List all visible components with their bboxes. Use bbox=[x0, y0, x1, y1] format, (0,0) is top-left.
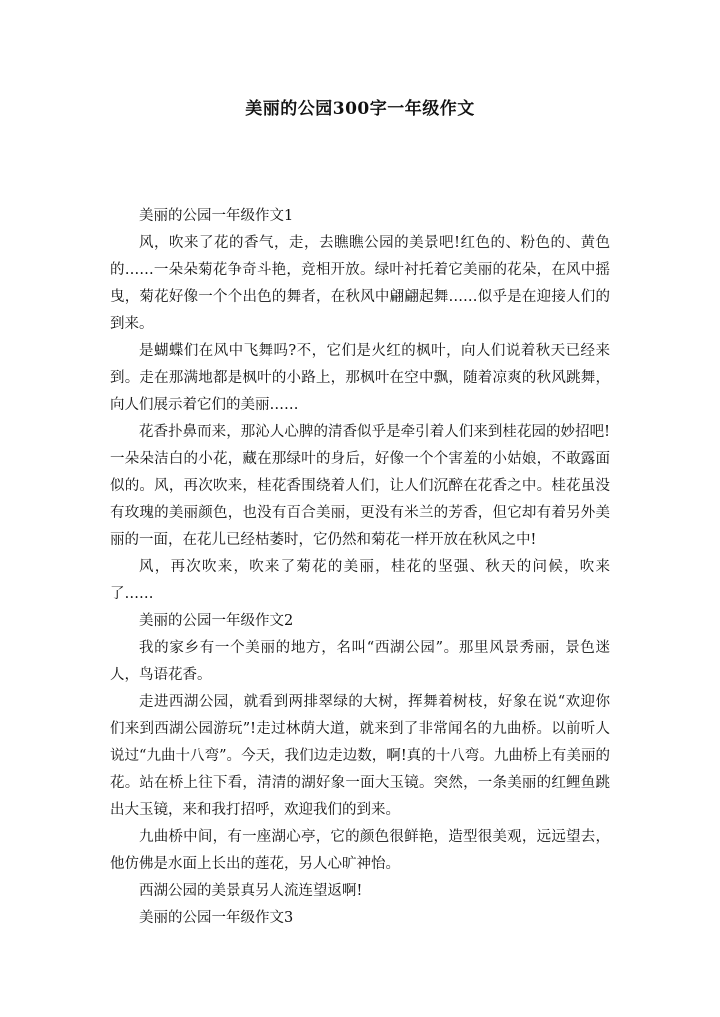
section-heading: 美丽的公园一年级作文2 bbox=[139, 613, 294, 629]
paragraph: 风，吹来了花的香气，走，去瞧瞧公园的美景吧!红色的、粉色的、黄色的……一朵朵菊花争奇斗艳，竞相开放。绿叶衬托着它美丽的花朵，在风中摇曳，菊花好像一个个出色的舞者，在秋风中翩翩起舞……似乎是在迎接人们的到来。 bbox=[110, 235, 610, 332]
paragraph: 走进西湖公园，就看到两排翠绿的大树，挥舞着树枝，好象在说“欢迎你们来到西湖公园游玩”!走过林荫大道，就来到了非常闻名的九曲桥。以前听人说过“九曲十八弯”。今天，我们边走边数，啊!真的十八弯。九曲桥上有美丽的花。站在桥上往下看，清清的湖好象一面大玉镜。突然，一条美丽的红鲤鱼跳出大玉镜，来和我打招呼，欢迎我们的到来。 bbox=[110, 694, 610, 818]
section-heading: 美丽的公园一年级作文3 bbox=[139, 910, 294, 926]
paragraph: 花香扑鼻而来，那沁人心脾的清香似乎是牵引着人们来到桂花园的妙招吧!一朵朵洁白的小花，藏在那绿叶的身后，好像一个个害羞的小姑娘，不敢露面似的。风，再次吹来，桂花香围绕着人们，让人们沉醉在花香之中。桂花虽没有玫瑰的美丽颜色，也没有百合美丽，更没有米兰的芳香，但它却有着另外美丽的一面，在花儿已经枯萎时，它仍然和菊花一样开放在秋风之中! bbox=[110, 424, 610, 548]
paragraph: 九曲桥中间，有一座湖心亭，它的颜色很鲜艳，造型很美观，远远望去，他仿佛是水面上长出的莲花，另人心旷神怡。 bbox=[110, 829, 610, 872]
paragraph: 我的家乡有一个美丽的地方，名叫“西湖公园”。那里风景秀丽，景色迷人，鸟语花香。 bbox=[110, 640, 610, 683]
document-body bbox=[110, 203, 610, 932]
section-heading: 美丽的公园一年级作文1 bbox=[139, 208, 294, 224]
paragraph: 西湖公园的美景真另人流连望返啊! bbox=[139, 883, 363, 899]
paragraph: 是蝴蝶们在风中飞舞吗?不，它们是火红的枫叶，向人们说着秋天已经来到。走在那满地都是枫叶的小路上，那枫叶在空中飘，随着凉爽的秋风跳舞，向人们展示着它们的美丽…… bbox=[110, 343, 610, 413]
document-title: 美丽的公园300字一年级作文 bbox=[245, 99, 475, 119]
paragraph: 风，再次吹来，吹来了菊花的美丽，桂花的坚强、秋天的问候，吹来了…… bbox=[110, 559, 610, 602]
